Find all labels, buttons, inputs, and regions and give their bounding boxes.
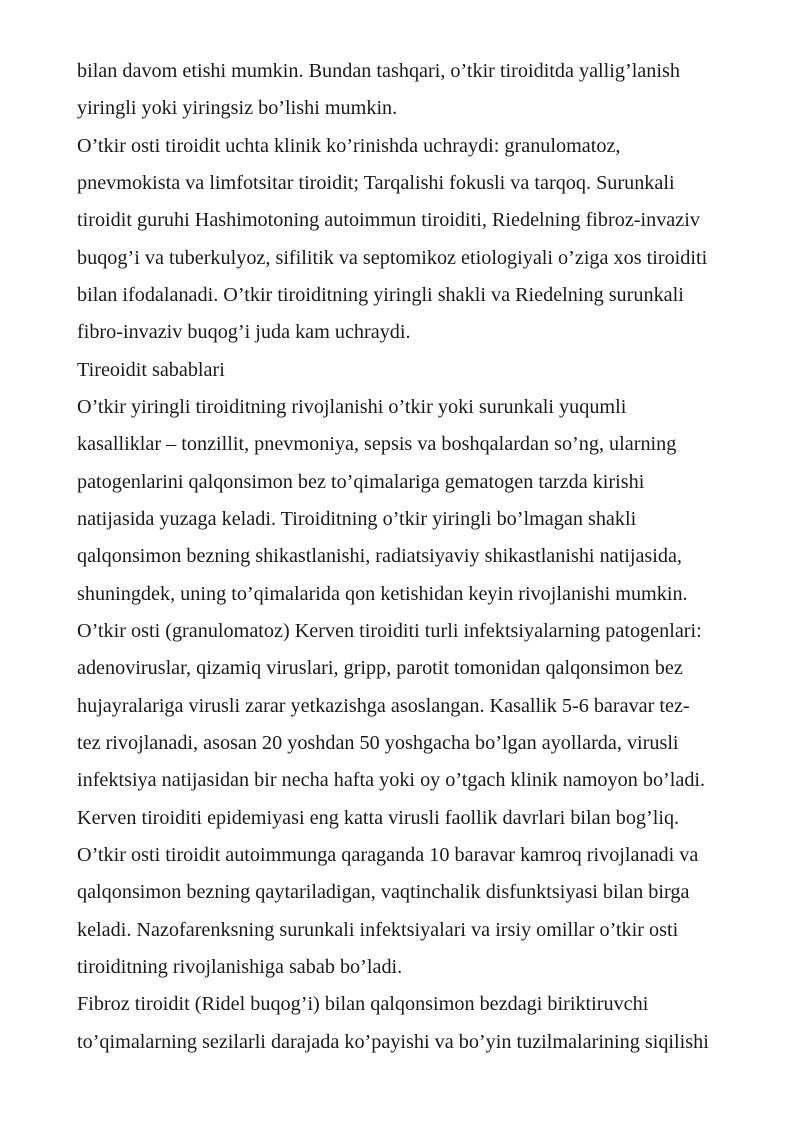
text-line: infektsiya natijasidan bir necha hafta yoki oy o’tgach klinik namoyon bo’ladi.: [77, 769, 706, 791]
text-line: Fibroz tiroidit (Ridel buqog’i) bilan qalqonsimon bezdagi biriktiruvchi: [77, 993, 649, 1015]
text-line: hujayralariga virusli zarar yetkazishga asoslangan. Kasallik 5-6 baravar tez-: [77, 695, 690, 717]
text-line: O’tkir yiringli tiroiditning rivojlanishi o’tkir yoki surunkali yuqumli: [77, 396, 627, 418]
text-line: O’tkir osti (granulomatoz) Kerven tiroiditi turli infektsiyalarning patogenlari:: [77, 620, 702, 642]
text-line: adenoviruslar, qizamiq viruslari, gripp, parotit tomonidan qalqonsimon bez: [77, 657, 683, 679]
text-line: tez rivojlanadi, asosan 20 yoshdan 50 yoshgacha bo’lgan ayollarda, virusli: [77, 732, 679, 754]
text-line: tiroidit guruhi Hashimotoning autoimmun tiroiditi, Riedelning fibroz-invaziv: [77, 209, 700, 231]
text-line: keladi. Nazofarenksning surunkali infektsiyalari va irsiy omillar o’tkir osti: [77, 919, 679, 941]
text-line: kasalliklar – tonzillit, pnevmoniya, sepsis va boshqalardan so’ng, ularning: [77, 433, 677, 455]
text-line: yiringli yoki yiringsiz bo’lishi mumkin.: [77, 97, 398, 119]
text-line: qalqonsimon bezning shikastlanishi, radiatsiyaviy shikastlanishi natijasida,: [77, 545, 682, 567]
text-line: natijasida yuzaga keladi. Tiroiditning o’tkir yiringli bo’lmagan shakli: [77, 508, 637, 530]
text-line: buqog’i va tuberkulyoz, sifilitik va septomikoz etiologiyali o’ziga xos tiroiditi: [77, 247, 708, 269]
text-line: O’tkir osti tiroidit autoimmunga qaraganda 10 baravar kamroq rivojlanadi va: [77, 844, 699, 866]
text-line: to’qimalarning sezilarli darajada ko’payishi va bo’yin tuzilmalarining siqilishi: [77, 1031, 709, 1053]
text-line: pnevmokista va limfotsitar tiroidit; Tarqalishi fokusli va tarqoq. Surunkali: [77, 172, 675, 194]
text-line: bilan davom etishi mumkin. Bundan tashqari, o’tkir tiroiditda yallig’lanish: [77, 60, 680, 82]
text-line: O’tkir osti tiroidit uchta klinik ko’rinishda uchraydi: granulomatoz,: [77, 135, 621, 157]
text-line: shuningdek, uning to’qimalarida qon ketishidan keyin rivojlanishi mumkin.: [77, 583, 688, 605]
section-heading: Tireoidit sabablari: [77, 359, 225, 381]
text-line: Kerven tiroiditi epidemiyasi eng katta virusli faollik davrlari bilan bog’liq.: [77, 807, 680, 829]
text-line: patogenlarini qalqonsimon bez to’qimalariga gematogen tarzda kirishi: [77, 471, 645, 493]
text-line: fibro-invaziv buqog’i juda kam uchraydi.: [77, 321, 411, 343]
text-line: tiroiditning rivojlanishiga sabab bo’ladi.: [77, 956, 403, 978]
text-line: bilan ifodalanadi. O’tkir tiroiditning yiringli shakli va Riedelning surunkali: [77, 284, 684, 306]
text-line: qalqonsimon bezning qaytariladigan, vaqtinchalik disfunktsiyasi bilan birga: [77, 881, 690, 903]
